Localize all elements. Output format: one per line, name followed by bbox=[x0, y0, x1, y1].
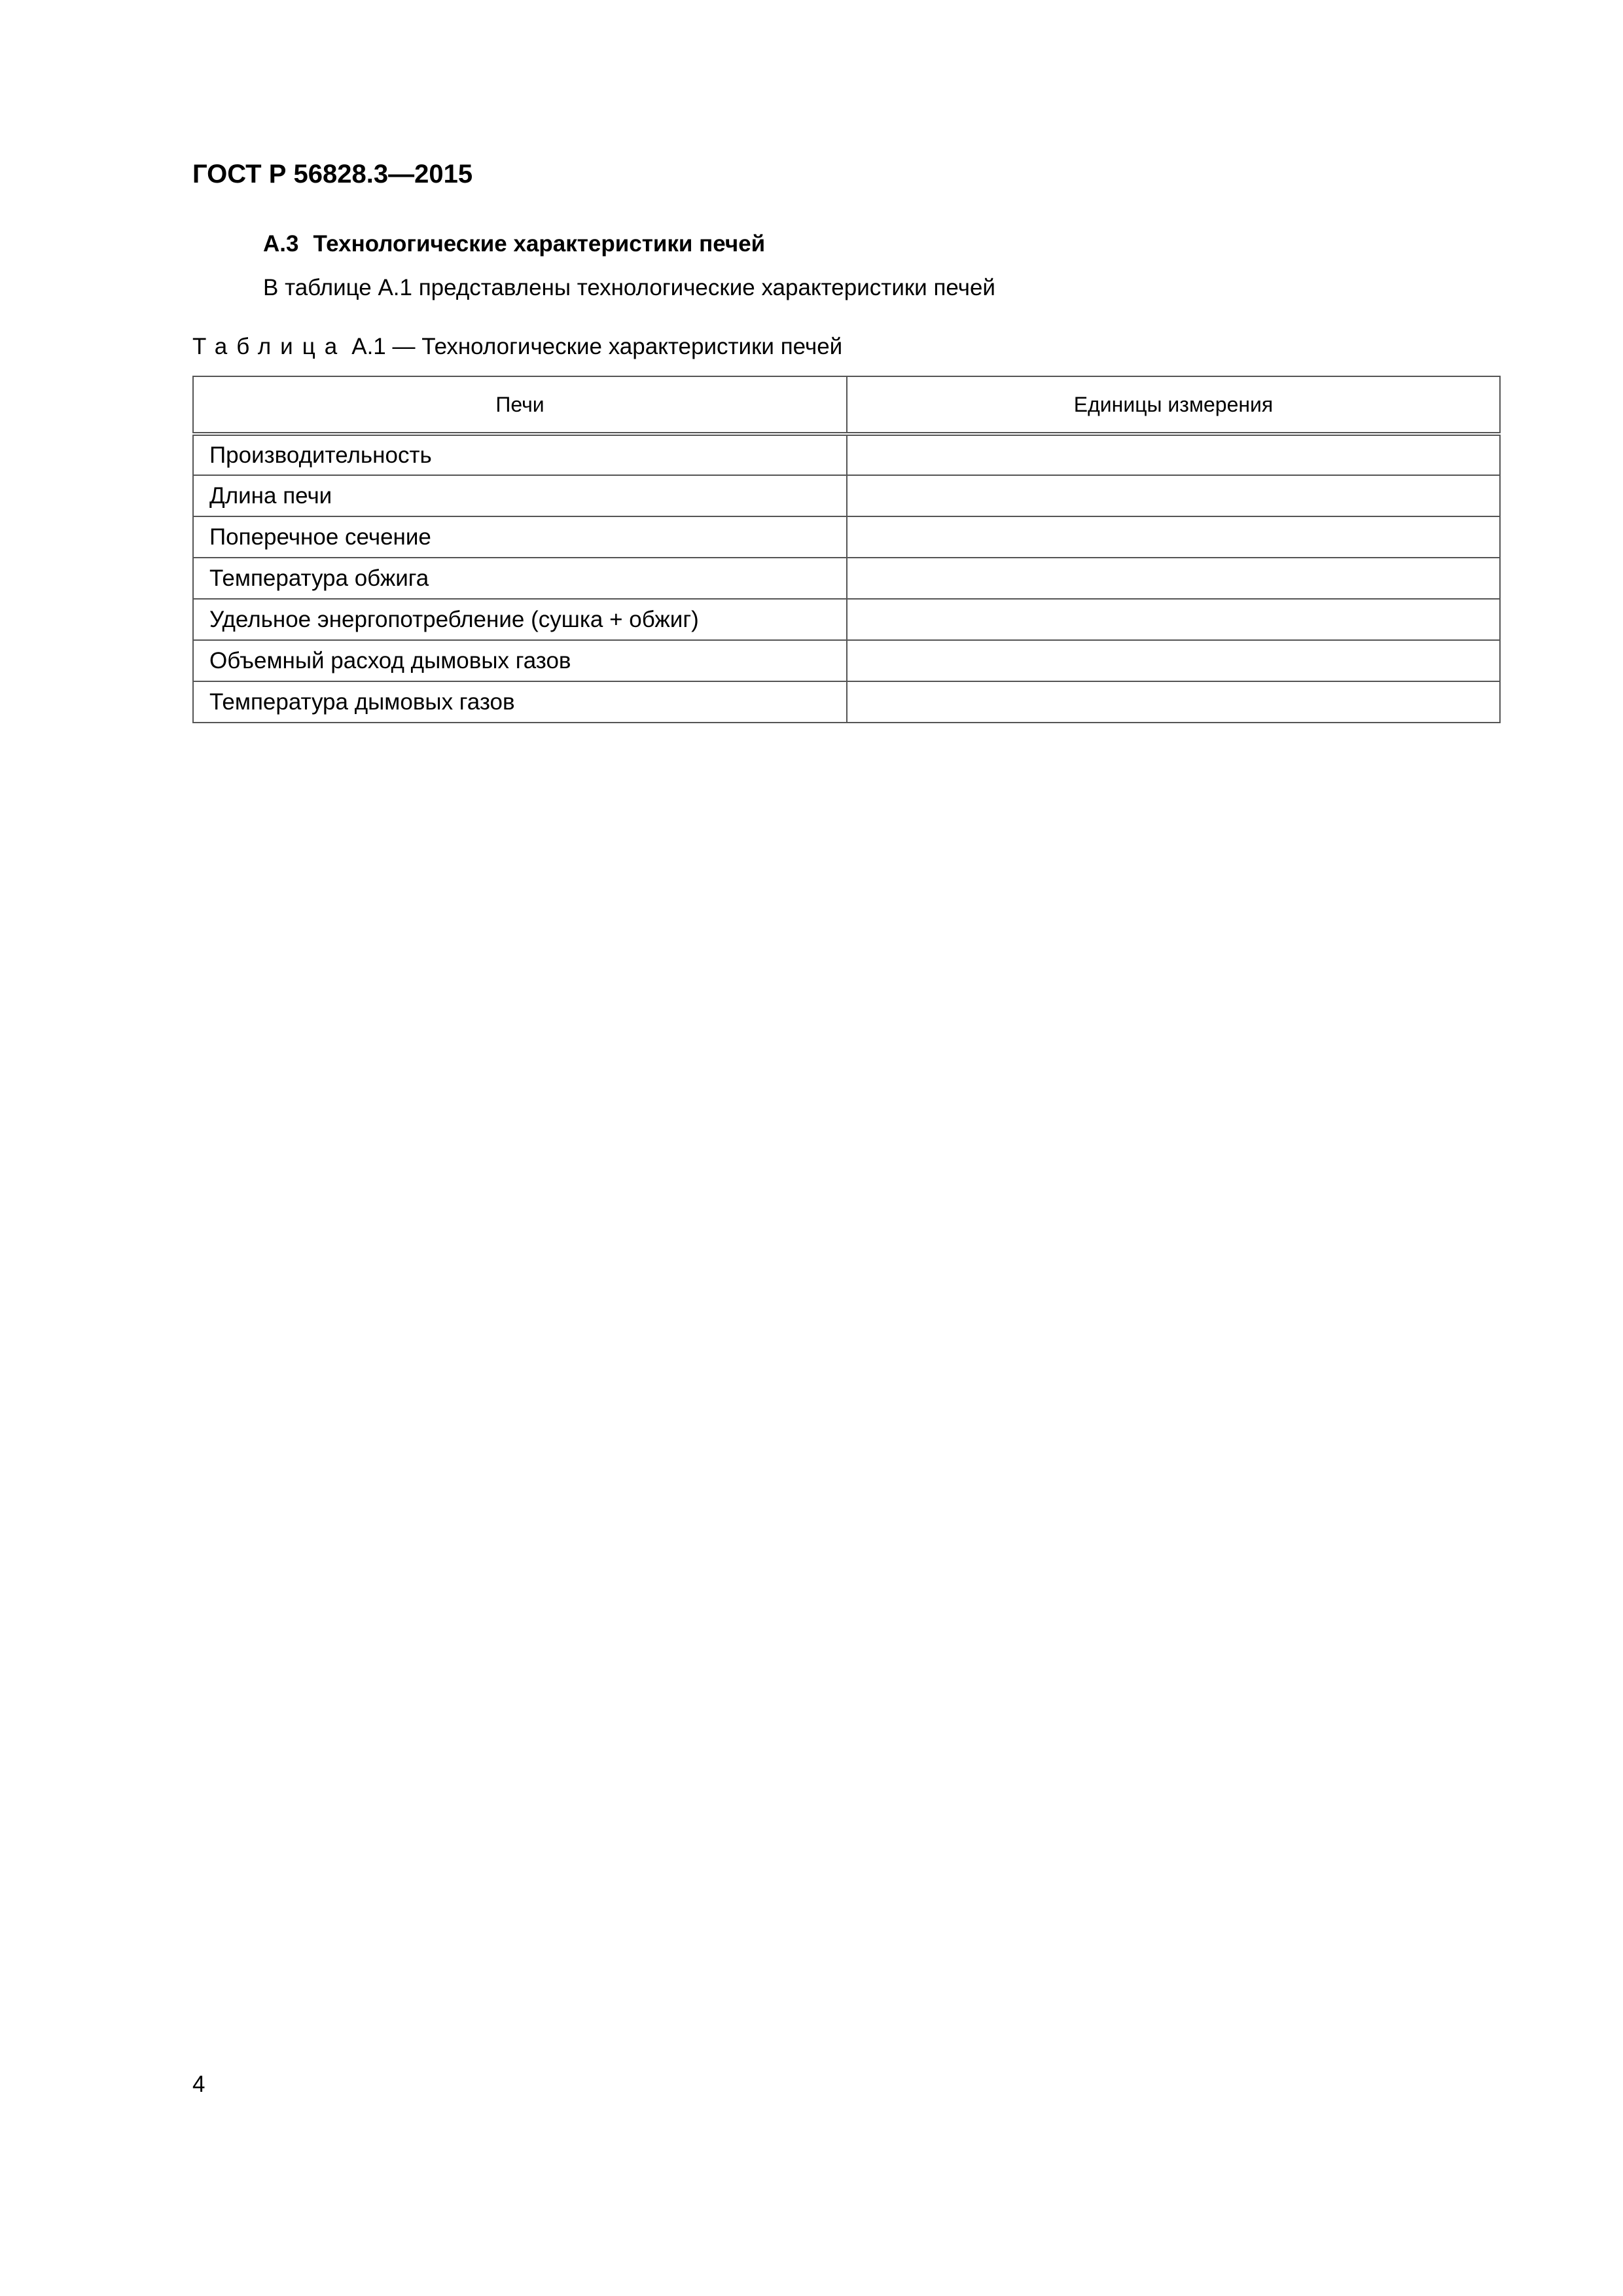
table-header-row bbox=[193, 376, 1500, 434]
row-unit-cell bbox=[847, 681, 1500, 723]
column-header-units: Единицы измерения bbox=[847, 376, 1500, 434]
row-name-cell: Длина печи bbox=[193, 475, 847, 516]
section-heading bbox=[263, 232, 765, 255]
table-caption bbox=[192, 335, 842, 358]
document-code: ГОСТ Р 56828.3—2015 bbox=[192, 160, 473, 188]
row-unit-cell bbox=[847, 516, 1500, 558]
row-unit-cell bbox=[847, 434, 1500, 475]
section-number: А.3 bbox=[263, 231, 299, 257]
row-name-cell: Объемный расход дымовых газов bbox=[193, 640, 847, 681]
characteristics-table bbox=[192, 376, 1501, 723]
row-unit-cell bbox=[847, 599, 1500, 640]
row-name-cell: Производительность bbox=[193, 434, 847, 475]
table-row bbox=[193, 516, 1500, 558]
row-unit-cell bbox=[847, 558, 1500, 599]
table-row bbox=[193, 434, 1500, 475]
table-row bbox=[193, 558, 1500, 599]
table-row bbox=[193, 640, 1500, 681]
row-name-cell: Температура дымовых газов bbox=[193, 681, 847, 723]
table-caption-text: А.1 — Технологические характеристики печей bbox=[351, 334, 843, 359]
column-header-furnaces: Печи bbox=[193, 376, 847, 434]
intro-paragraph: В таблице А.1 представлены технологические характеристики печей bbox=[263, 275, 995, 300]
table-row bbox=[193, 599, 1500, 640]
row-unit-cell bbox=[847, 475, 1500, 516]
row-unit-cell bbox=[847, 640, 1500, 681]
row-name-cell: Температура обжига bbox=[193, 558, 847, 599]
table-row bbox=[193, 681, 1500, 723]
section-title: Технологические характеристики печей bbox=[313, 231, 766, 257]
table-caption-word: Таблица bbox=[192, 334, 347, 359]
row-name-cell: Удельное энергопотребление (сушка + обжиг) bbox=[193, 599, 847, 640]
page-number: 4 bbox=[192, 2072, 205, 2097]
row-name-cell: Поперечное сечение bbox=[193, 516, 847, 558]
table-row bbox=[193, 475, 1500, 516]
